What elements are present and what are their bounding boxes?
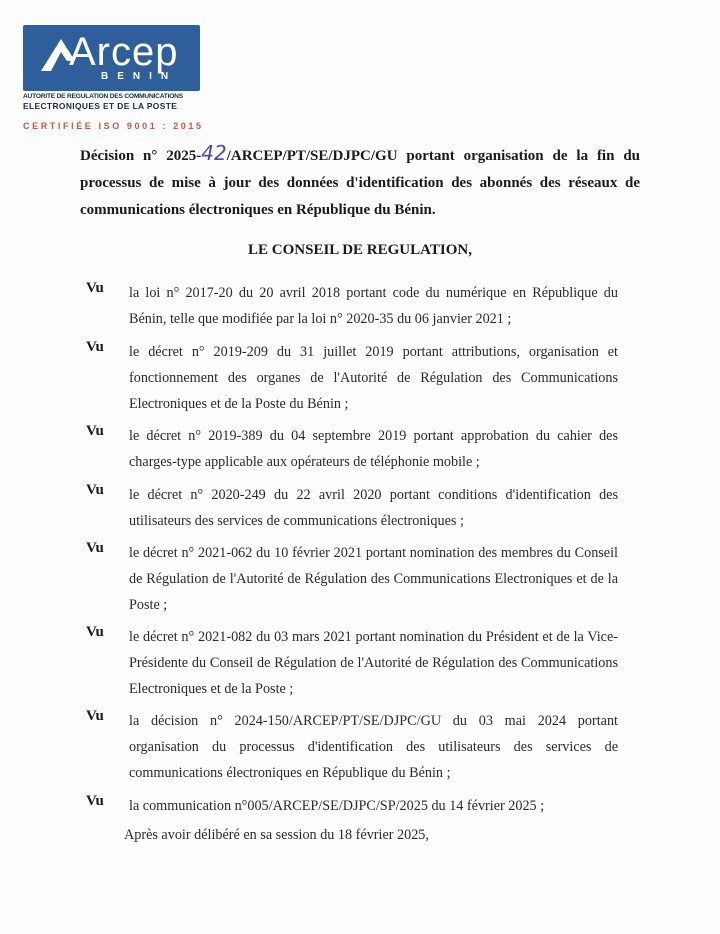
logo-wordmark: Arcep — [69, 30, 179, 74]
vu-label: Vu — [86, 339, 104, 355]
certification-label: CERTIFIÉE ISO 9001 : 2015 — [23, 121, 204, 131]
vu-text: le décret n° 2019-209 du 31 juillet 2019 portant attributions, organisation et fonctionnement des organes de l'Autorité de Régulation des Communications Electroniques et de la Poste du Bénin ; — [129, 344, 618, 412]
vu-text: la décision n° 2024-150/ARCEP/PT/SE/DJPC/GU du 03 mai 2024 portant organisation du processus d'identification des utilisateurs des services de communications électroniques en République du Bénin ; — [129, 713, 618, 781]
vu-label: Vu — [86, 793, 104, 809]
vu-text: le décret n° 2019-389 du 04 septembre 2019 portant approbation du cahier des charges-type applicable aux opérateurs de téléphonie mobile ; — [129, 428, 618, 470]
vu-text: la communication n°005/ARCEP/SE/DJPC/SP/2025 du 14 février 2025 ; — [129, 798, 545, 814]
vu-label: Vu — [86, 624, 104, 640]
vu-label: Vu — [86, 708, 104, 724]
logo-country: BENIN — [101, 71, 178, 82]
vu-text: la loi n° 2017-20 du 20 avril 2018 portant code du numérique en République du Bénin, telle que modifiée par la loi n° 2020-35 du 06 janvier 2021 ; — [129, 285, 618, 327]
vu-label: Vu — [86, 423, 104, 439]
vu-text: le décret n° 2021-062 du 10 février 2021 portant nomination des membres du Conseil de Régulation de l'Autorité de Régulation des Communications Electroniques et de la Poste ; — [129, 545, 618, 613]
decision-prefix: Décision n° 2025- — [80, 148, 202, 164]
vu-text: le décret n° 2021-082 du 03 mars 2021 portant nomination du Président et de la Vice-Présidente du Conseil de Régulation de l'Autorité de Régulation des Communications Electroniques et de la Poste ; — [129, 629, 618, 697]
vu-text: le décret n° 2020-249 du 22 avril 2020 portant conditions d'identification des utilisateurs des services de communications électroniques ; — [129, 487, 618, 529]
org-name-line2: ELECTRONIQUES ET DE LA POSTE — [23, 101, 178, 111]
decision-subject: portant organisation de la fin du processus de mise à jour des données d'identification des abonnés des réseaux de communications électroniques en République du Bénin. — [80, 148, 640, 218]
org-name-line1: AUTORITE DE REGULATION DES COMMUNICATIONS — [23, 93, 183, 100]
handwritten-number: 42 — [201, 141, 227, 165]
vu-label: Vu — [86, 540, 104, 556]
vu-label: Vu — [86, 280, 104, 296]
decision-reference: /ARCEP/PT/SE/DJPC/GU — [226, 148, 398, 164]
decision-title — [80, 140, 640, 224]
council-heading: LE CONSEIL DE REGULATION, — [248, 242, 472, 258]
vu-label: Vu — [86, 482, 104, 498]
arcep-logo — [23, 25, 200, 91]
closing-statement: Après avoir délibéré en sa session du 18 février 2025, — [124, 827, 429, 843]
